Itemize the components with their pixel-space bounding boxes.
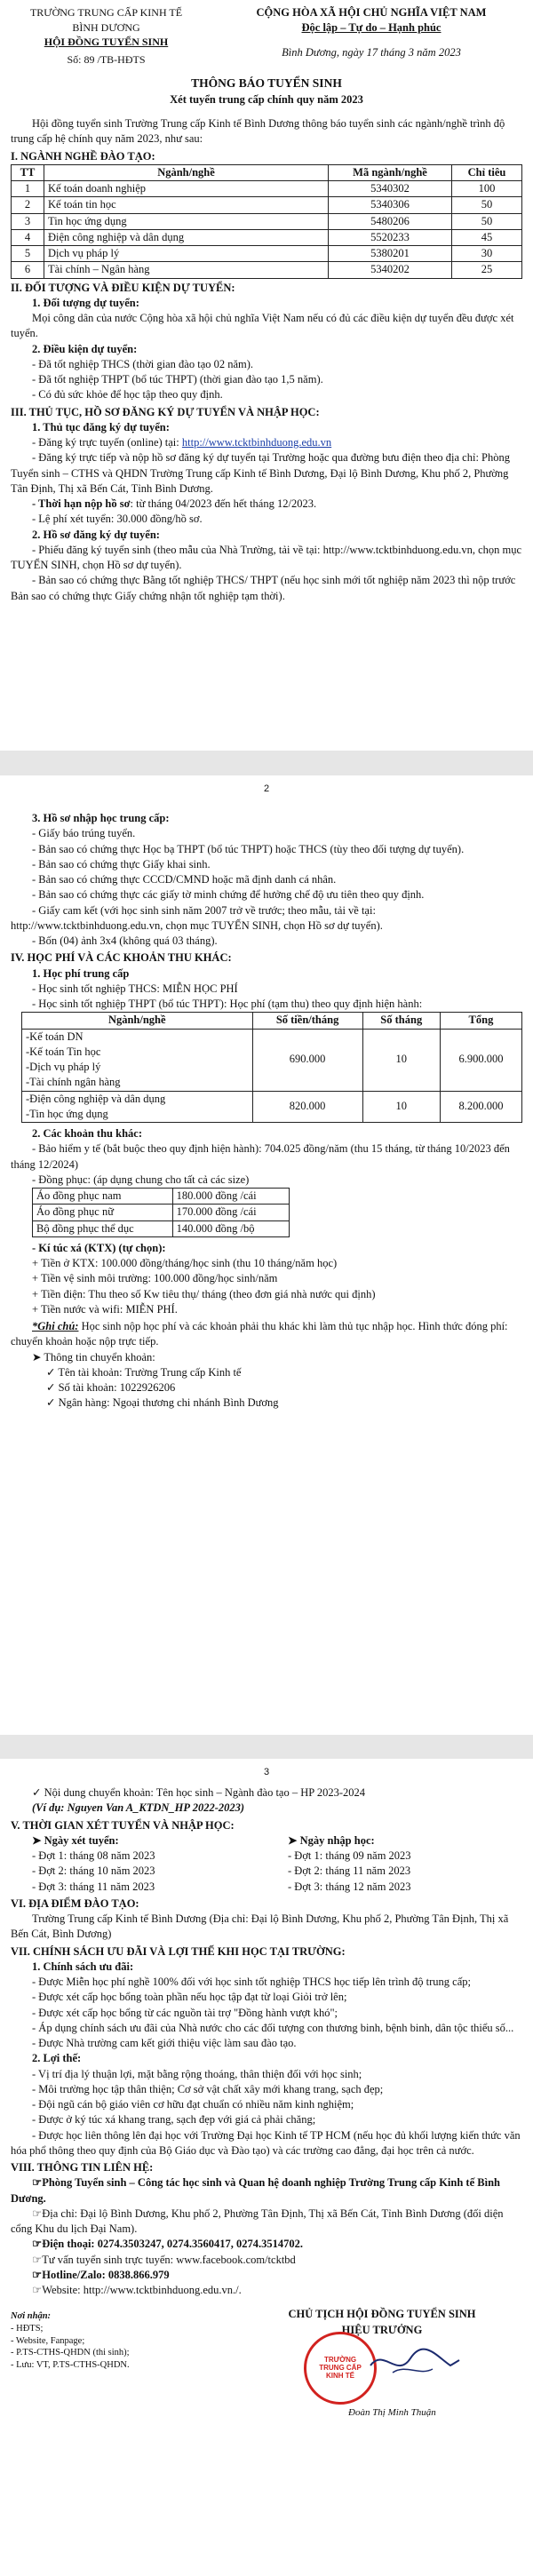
hand-pointer-icon: ☞ bbox=[32, 2268, 43, 2281]
table-cell: 100 bbox=[452, 181, 522, 197]
s3-3-c: - Bản sao có chứng thực Giấy khai sinh. bbox=[32, 857, 211, 871]
s4-2-a: - Bảo hiểm y tế (bắt buộc theo quy định hiện hành): 704.025 đồng/năm (thu 15 tháng, từ tháng 10/2023 đến tháng 12/2024) bbox=[11, 1142, 510, 1171]
table-row bbox=[12, 246, 522, 262]
table-row bbox=[12, 262, 522, 278]
contact-address-text: Địa chỉ: Đại lộ Bình Dương, Khu phố 2, Phường Tân Định, Thị xã Bến Cát, Tỉnh Bình Dương (đối diện cổng Khu du lịch Đại Nam). bbox=[11, 2206, 504, 2235]
s4-2-g: + Tiền nước và wifi: MIỄN PHÍ. bbox=[32, 1302, 178, 1316]
contact-address bbox=[11, 2206, 522, 2238]
document-header bbox=[11, 5, 522, 67]
table-cell: 1 bbox=[12, 181, 44, 197]
hand-pointer-icon: ☞ bbox=[32, 2253, 43, 2266]
intro-paragraph: Hội đồng tuyển sinh Trường Trung cấp Kinh tế Bình Dương thông báo tuyển sinh các ngành/nghề trình độ trung cấp hệ chính quy năm 2023, như sau: bbox=[11, 117, 505, 146]
contact-office bbox=[11, 2175, 522, 2206]
section-6-heading: VI. ĐỊA ĐIỂM ĐÀO TẠO: bbox=[11, 1896, 139, 1910]
fee-majors-cell bbox=[22, 1029, 253, 1091]
admission-dates-list bbox=[32, 1849, 266, 1895]
notice-subtitle: Xét tuyển trung cấp chính quy năm 2023 bbox=[170, 92, 363, 106]
table-cell: 6.900.000 bbox=[440, 1029, 521, 1091]
table-cell: 10 bbox=[362, 1091, 440, 1123]
fees-header-cell: Số tháng bbox=[362, 1013, 440, 1029]
s3-3-b: - Bản sao có chứng thực Học bạ THPT (bổ túc THPT) hoặc THCS (tùy theo đối tượng dự tuyển). bbox=[32, 842, 465, 855]
table-row bbox=[12, 197, 522, 213]
org-line2: BÌNH DƯƠNG bbox=[72, 20, 140, 34]
s3-3-g: - Bốn (04) ảnh 3x4 (không quá 03 tháng). bbox=[32, 934, 218, 947]
majors-header-cell: Mã ngành/nghề bbox=[329, 164, 452, 180]
recipient-item: - HĐTS; bbox=[11, 2323, 44, 2334]
contact-office-text: Phòng Tuyển sinh – Công tác học sinh và Quan hệ doanh nghiệp Trường Trung cấp Kinh tế Bình Dương. bbox=[11, 2176, 500, 2205]
signer-title2: HIỆU TRƯỞNG bbox=[341, 2323, 423, 2336]
table-cell: 5340302 bbox=[329, 181, 452, 197]
s4-2-e: + Tiền vệ sinh môi trường: 100.000 đồng/học sinh/năm bbox=[32, 1272, 278, 1285]
fees-table bbox=[21, 1012, 522, 1123]
list-item: - Môi trường học tập thân thiện; Cơ sở vật chất xây mới khang trang, sạch đẹp; bbox=[32, 2082, 384, 2095]
list-item: - Được xét cấp học bổng toàn phần nếu học tập đạt từ loại Giỏi trở lên; bbox=[32, 1991, 347, 2004]
table-cell: 8.200.000 bbox=[440, 1091, 521, 1123]
enroll-date-item: - Đợt 3: tháng 12 năm 2023 bbox=[288, 1880, 411, 1893]
fees-header-cell: Số tiền/tháng bbox=[252, 1013, 362, 1029]
fee-major-item: -Điện công nghiệp và dân dụng bbox=[26, 1092, 166, 1105]
signer-title1: CHỦ TỊCH HỘI ĐỒNG TUYỂN SINH bbox=[288, 2308, 476, 2321]
s4-1-a: - Học sinh tốt nghiệp THCS: MIỄN HỌC PHÍ bbox=[32, 982, 238, 995]
table-row bbox=[33, 1205, 290, 1220]
admission-date-item: - Đợt 1: tháng 08 năm 2023 bbox=[32, 1849, 155, 1862]
fee-majors-cell bbox=[22, 1091, 253, 1123]
check-bullet-icon: ✓ bbox=[46, 1365, 59, 1379]
table-cell: Bộ đồng phục thể dục bbox=[33, 1220, 173, 1236]
s3-1-b: - Đăng ký trực tiếp và nộp hồ sơ đăng ký dự tuyển tại Trường hoặc qua đường bưu điện theo địa chỉ: Phòng Tuyển sinh – CTHS và QHDN Trường Trung cấp Kinh tế Bình Dương, Đại lộ Bình Dương, Khu phố 2, Phường Tân Định, Thị xã Bến Cát, Tỉnh Bình Dương. bbox=[11, 451, 511, 495]
table-cell: 3 bbox=[12, 213, 44, 229]
page-3 bbox=[0, 1759, 533, 2576]
majors-header-cell: Chỉ tiêu bbox=[452, 164, 522, 180]
arrow-right-icon: ➤ bbox=[32, 1350, 42, 1364]
enroll-date-item: - Đợt 2: tháng 11 năm 2023 bbox=[288, 1864, 411, 1878]
s2-2-heading: 2. Điều kiện dự tuyển: bbox=[32, 342, 138, 355]
check-bullet-icon: ✓ bbox=[32, 1786, 42, 1799]
org-line3: HỘI ĐỒNG TUYỂN SINH bbox=[44, 36, 169, 49]
org-block bbox=[11, 5, 202, 67]
table-cell: 5520233 bbox=[329, 229, 452, 245]
contact-facebook bbox=[11, 2253, 522, 2268]
national-motto: Độc lập – Tự do – Hạnh phúc bbox=[301, 21, 442, 35]
s3-1-c bbox=[11, 497, 522, 512]
uniform-table bbox=[32, 1188, 290, 1237]
page-number-2: 2 bbox=[263, 783, 270, 794]
list-item: - Được xét cấp học bổng từ các nguồn tài trợ "Đồng hành vượt khó"; bbox=[32, 2006, 338, 2019]
bank-info-text: Số tài khoản: 1022926206 bbox=[58, 1381, 176, 1394]
signer-block bbox=[242, 2307, 522, 2338]
contact-hotline-text: Hotline/Zalo: 0838.866.979 bbox=[42, 2268, 170, 2281]
s2-2-a: - Đã tốt nghiệp THCS (thời gian đào tạo 02 năm). bbox=[32, 357, 254, 370]
document-number: Số: 89 /TB-HĐTS bbox=[67, 52, 146, 66]
list-item: - Được Nhà trường cam kết giới thiệu việc làm sau đào tạo. bbox=[32, 2037, 297, 2049]
admission-date-item: - Đợt 3: tháng 11 năm 2023 bbox=[32, 1880, 155, 1893]
contact-hotline bbox=[11, 2268, 522, 2283]
s3-1-c-label: - Thời hạn nộp hồ sơ bbox=[32, 497, 131, 511]
table-cell: 5340202 bbox=[329, 262, 452, 278]
section-3-heading: III. THỦ TỤC, HỒ SƠ ĐĂNG KÝ DỰ TUYỂN VÀ NHẬP HỌC: bbox=[11, 405, 320, 418]
bank-info-item bbox=[46, 1395, 522, 1411]
fee-major-item: -Tài chính ngân hàng bbox=[26, 1076, 121, 1089]
website-link[interactable]: http://www.tcktbinhduong.edu.vn bbox=[181, 436, 332, 449]
table-cell: 5480206 bbox=[329, 213, 452, 229]
hand-pointer-icon: ☞ bbox=[32, 2176, 43, 2190]
page-2-content bbox=[11, 811, 522, 1411]
s3-1-heading: 1. Thủ tục đăng ký dự tuyển: bbox=[32, 420, 170, 433]
table-cell: Tin học ứng dụng bbox=[44, 213, 329, 229]
arrow-right-icon: ➤ bbox=[32, 1833, 42, 1847]
signature-area bbox=[11, 2307, 522, 2440]
s3-2-heading: 2. Hồ sơ đăng ký dự tuyển: bbox=[32, 528, 160, 541]
table-cell: 6 bbox=[12, 262, 44, 278]
s4-1-heading: 1. Học phí trung cấp bbox=[32, 966, 130, 980]
table-cell: 820.000 bbox=[252, 1091, 362, 1123]
section-8-heading: VIII. THÔNG TIN LIÊN HỆ: bbox=[11, 2161, 154, 2174]
page-2 bbox=[0, 775, 533, 1735]
recipient-item: - P.TS-CTHS-QHDN (thi sinh); bbox=[11, 2348, 130, 2358]
s4-2-d: + Tiền ở KTX: 100.000 đồng/tháng/học sinh (thu 10 tháng/năm học) bbox=[32, 1257, 338, 1269]
fees-table-body bbox=[22, 1029, 522, 1123]
bank-title-row bbox=[11, 1350, 522, 1365]
s3-2-b: - Bản sao có chứng thực Bằng tốt nghiệp THCS/ THPT (nếu học sinh mới tốt nghiệp năm 2023 thì nộp trước Bản sao có chứng thực Giấy chứng nhận tốt nghiệp tạm thời). bbox=[11, 574, 516, 602]
section-5-heading: V. THỜI GIAN XÉT TUYỂN VÀ NHẬP HỌC: bbox=[11, 1818, 235, 1832]
section-4-heading: IV. HỌC PHÍ VÀ CÁC KHOẢN THU KHÁC: bbox=[11, 951, 232, 965]
page-1 bbox=[0, 0, 533, 751]
table-row bbox=[12, 213, 522, 229]
fee-note bbox=[11, 1319, 522, 1350]
fees-header-cell: Ngành/nghề bbox=[22, 1013, 253, 1029]
hand-pointer-icon: ☞ bbox=[32, 2238, 43, 2251]
fee-major-item: -Dịch vụ pháp lý bbox=[26, 1061, 101, 1073]
s4-1-b: - Học sinh tốt nghiệp THPT (bổ túc THPT): Học phí (tạm thu) theo quy định hiện hành: bbox=[32, 998, 423, 1010]
table-cell: 5380201 bbox=[329, 246, 452, 262]
s3-1-a-prefix: - Đăng ký trực tuyến (online) tại: bbox=[32, 436, 182, 449]
s3-3-f: - Giấy cam kết (với học sinh sinh năm 2007 trở về trước; theo mẫu, tải về tại: http://www.tcktbinhduong.edu.vn, chọn mục TUYỂN SINH, chọn Hồ sơ dự tuyển). bbox=[11, 903, 383, 932]
s2-1-text: Mọi công dân của nước Cộng hòa xã hội chủ nghĩa Việt Nam nếu có đủ các điều kiện dự tuyển đều được xét tuyển. bbox=[11, 312, 514, 340]
signer-name: Đoàn Thị Minh Thuận bbox=[348, 2407, 436, 2419]
section-1-heading: I. NGÀNH NGHỀ ĐÀO TẠO: bbox=[11, 149, 155, 163]
enroll-date-item: - Đợt 1: tháng 09 năm 2023 bbox=[288, 1849, 411, 1862]
hand-pointer-icon: ☞ bbox=[32, 2206, 43, 2220]
bank-info-text: Tên tài khoản: Trường Trung cấp Kinh tế bbox=[58, 1365, 242, 1379]
check-bullet-icon: ✓ bbox=[46, 1381, 59, 1394]
list-item: - Áp dụng chính sách ưu đãi của Nhà nước cho các đối tượng con thương binh, bệnh binh, dân tộc thiểu số... bbox=[32, 2021, 514, 2034]
admission-dates-title-row bbox=[32, 1833, 266, 1849]
table-row bbox=[12, 229, 522, 245]
table-cell: Dịch vụ pháp lý bbox=[44, 246, 329, 262]
bank-title: Thông tin chuyển khoản: bbox=[44, 1350, 155, 1364]
contact-facebook-text[interactable]: Tư vấn tuyển sinh trực tuyến: www.facebook.com/tcktbd bbox=[42, 2253, 296, 2266]
table-cell: 30 bbox=[452, 246, 522, 262]
org-line1: TRƯỜNG TRUNG CẤP KINH TẾ bbox=[29, 6, 183, 19]
s2-2-b: - Đã tốt nghiệp THPT (bổ túc THPT) (thời gian đào tạo 1,5 năm). bbox=[32, 373, 323, 386]
enroll-dates-title: Ngày nhập học: bbox=[299, 1833, 375, 1847]
s3-3-heading: 3. Hồ sơ nhập học trung cấp: bbox=[32, 812, 170, 824]
table-cell: 5 bbox=[12, 246, 44, 262]
s4-2-c: - Kí túc xá (KTX) (tự chọn): bbox=[32, 1241, 166, 1254]
section-2-heading: II. ĐỐI TƯỢNG VÀ ĐIỀU KIỆN DỰ TUYỂN: bbox=[11, 281, 235, 294]
s3-1-d: - Lệ phí xét tuyển: 30.000 đồng/hồ sơ. bbox=[32, 513, 203, 526]
sec6-text: Trường Trung cấp Kinh tế Bình Dương (Địa chỉ: Đại lộ Bình Dương, Khu phố 2, Phường Tân Định, Thị xã Bến Cát, Bình Dương) bbox=[11, 1912, 509, 1941]
table-cell: 690.000 bbox=[252, 1029, 362, 1091]
table-cell: 2 bbox=[12, 197, 44, 213]
table-cell: 140.000 đồng /bộ bbox=[172, 1220, 289, 1236]
list-item: - Vị trí địa lý thuận lợi, mặt bằng rộng thoáng, thân thiện đối với học sinh; bbox=[32, 2067, 362, 2080]
table-cell: Tài chính – Ngân hàng bbox=[44, 262, 329, 278]
recipient-item: - Website, Fanpage; bbox=[11, 2335, 85, 2346]
table-cell: 50 bbox=[452, 197, 522, 213]
s4-2-heading: 2. Các khoản thu khác: bbox=[32, 1127, 142, 1140]
enroll-dates-column bbox=[266, 1833, 522, 1895]
admission-date-item: - Đợt 2: tháng 10 năm 2023 bbox=[32, 1864, 155, 1878]
check-bullet-icon: ✓ bbox=[46, 1396, 59, 1410]
s3-1-c-text: : từ tháng 04/2023 đến hết tháng 12/2023. bbox=[130, 497, 317, 511]
country-name: CỘNG HÒA XÃ HỘI CHỦ NGHĨA VIỆT NAM bbox=[256, 6, 487, 19]
table-cell: 5340306 bbox=[329, 197, 452, 213]
bank-info-list bbox=[11, 1365, 522, 1411]
s7-2-heading: 2. Lợi thế: bbox=[32, 2052, 82, 2065]
majors-table-body bbox=[12, 181, 522, 279]
table-cell: Kế toán tin học bbox=[44, 197, 329, 213]
recipients-list bbox=[11, 2323, 130, 2372]
bank-info-item bbox=[46, 1365, 522, 1380]
recipient-item: - Lưu: VT, P.TS-CTHS-QHDN. bbox=[11, 2359, 130, 2370]
advantage-list bbox=[11, 2067, 522, 2159]
bank-content-row bbox=[11, 1785, 522, 1801]
contact-website bbox=[11, 2283, 522, 2298]
list-item: - Được học liên thông lên đại học với Trường Đại học Kinh tế TP HCM (nếu học đủ khối lượng kiến thức văn hóa phổ thông theo quy định của Bộ Giáo dục và Đào tạo) và các trường cao đẳng, đại học trên cả nước. bbox=[11, 2128, 521, 2157]
fees-table-header bbox=[22, 1013, 522, 1029]
national-block bbox=[220, 5, 522, 60]
fees-header-cell: Tổng bbox=[440, 1013, 521, 1029]
notice-title: THÔNG BÁO TUYỂN SINH bbox=[191, 76, 342, 91]
table-row bbox=[33, 1220, 290, 1236]
list-item: - Đội ngũ cán bộ giáo viên cơ hữu đạt chuẩn có nhiều năm kinh nghiệm; bbox=[32, 2098, 354, 2111]
contact-phone-text: Điện thoại: 0274.3503247, 0274.3560417, 0274.3514702. bbox=[42, 2238, 303, 2251]
table-cell: Áo đồng phục nữ bbox=[33, 1205, 173, 1220]
uniform-table-body bbox=[33, 1189, 290, 1237]
list-item: - Được ở ký túc xá khang trang, sạch đẹp với giá cả phải chăng; bbox=[32, 2113, 316, 2127]
page-3-content bbox=[11, 1785, 522, 2440]
s3-3-a: - Giấy báo trúng tuyển. bbox=[32, 827, 136, 840]
s3-2-a: - Phiếu đăng ký tuyển sinh (theo mẫu của Nhà Trường, tải về tại: http://www.tcktbinhduong.edu.vn, chọn mục TUYỂN SINH, chọn Hồ sơ dự tuyển). bbox=[11, 543, 522, 572]
fee-major-item: -Kế toán DN bbox=[26, 1030, 84, 1043]
bank-example: (Ví dụ: Nguyen Van A_KTDN_HP 2022-2023) bbox=[32, 1801, 245, 1815]
s4-2-f: + Tiền điện: Thu theo số Kw tiêu thụ/ tháng (theo đơn giá nhà nước qui định) bbox=[32, 1287, 376, 1300]
arrow-right-icon: ➤ bbox=[288, 1833, 298, 1847]
contact-website-text[interactable]: Website: http://www.tcktbinhduong.edu.vn./. bbox=[42, 2284, 242, 2296]
table-cell: 25 bbox=[452, 262, 522, 278]
section-7-heading: VII. CHÍNH SÁCH ƯU ĐÃI VÀ LỢI THẾ KHI HỌC TẠI TRƯỜNG: bbox=[11, 1944, 346, 1958]
table-cell: 45 bbox=[452, 229, 522, 245]
table-cell: 10 bbox=[362, 1029, 440, 1091]
majors-header-cell: TT bbox=[12, 164, 44, 180]
fee-major-item: -Tin học ứng dụng bbox=[26, 1107, 108, 1120]
s3-3-d: - Bản sao có chứng thực CCCD/CMND hoặc mã định danh cá nhân. bbox=[32, 873, 337, 886]
bank-content: Nội dung chuyển khoản: Tên học sinh – Ngành đào tạo – HP 2023-2024 bbox=[44, 1786, 366, 1799]
majors-table bbox=[11, 164, 522, 279]
s3-3-e: - Bản sao có chứng thực các giấy tờ minh chứng để hưởng chế độ ưu tiên theo quy định. bbox=[32, 888, 425, 902]
enroll-dates-list bbox=[288, 1849, 522, 1895]
list-item: - Được Miễn học phí nghề 100% đối với học sinh tốt nghiệp THCS học tiếp lên trình độ trung cấp; bbox=[32, 1976, 472, 1988]
hand-pointer-icon: ☞ bbox=[32, 2284, 43, 2296]
s2-2-c: - Có đủ sức khỏe để học tập theo quy định. bbox=[32, 388, 223, 402]
table-row bbox=[22, 1091, 522, 1123]
recipients-block bbox=[11, 2310, 130, 2371]
signature-scribble bbox=[366, 2339, 464, 2383]
page-gap-1 bbox=[0, 751, 533, 775]
table-cell: 50 bbox=[452, 213, 522, 229]
seal-text: TRƯỜNG TRUNG CẤP KINH TẾ bbox=[319, 2356, 362, 2380]
dates-columns bbox=[11, 1833, 522, 1895]
policy-list bbox=[11, 1975, 522, 2051]
table-row bbox=[22, 1029, 522, 1091]
s4-2-b: - Đồng phục: (áp dụng chung cho tất cả các size) bbox=[32, 1173, 250, 1186]
bank-info-text: Ngân hàng: Ngoại thương chi nhánh Bình Dương bbox=[58, 1396, 279, 1410]
s2-1-heading: 1. Đối tượng dự tuyển: bbox=[32, 296, 139, 309]
table-row bbox=[33, 1189, 290, 1205]
page-1-content bbox=[11, 5, 522, 604]
document-date: Bình Dương, ngày 17 tháng 3 năm 2023 bbox=[282, 45, 461, 59]
page-gap-2 bbox=[0, 1735, 533, 1759]
fee-note-label: *Ghi chú: bbox=[32, 1320, 79, 1332]
table-cell: 170.000 đồng /cái bbox=[172, 1205, 289, 1220]
majors-table-header bbox=[12, 164, 522, 180]
admission-dates-title: Ngày xét tuyển: bbox=[44, 1833, 119, 1847]
fee-major-item: -Kế toán Tin học bbox=[26, 1045, 101, 1058]
enroll-dates-title-row bbox=[288, 1833, 522, 1849]
table-cell: 180.000 đồng /cái bbox=[172, 1189, 289, 1205]
s3-1-a bbox=[11, 435, 522, 450]
table-cell: Kế toán doanh nghiệp bbox=[44, 181, 329, 197]
admission-dates-column bbox=[11, 1833, 266, 1895]
page-number-3: 3 bbox=[263, 1767, 270, 1777]
table-row bbox=[12, 181, 522, 197]
bank-info-item bbox=[46, 1380, 522, 1395]
majors-header-cell: Ngành/nghề bbox=[44, 164, 329, 180]
recipients-title: Nơi nhận: bbox=[11, 2311, 52, 2322]
s7-1-heading: 1. Chính sách ưu đãi: bbox=[32, 1960, 134, 1973]
table-cell: Điện công nghiệp và dân dụng bbox=[44, 229, 329, 245]
table-cell: 4 bbox=[12, 229, 44, 245]
contact-phone bbox=[11, 2237, 522, 2252]
table-cell: Áo đồng phục nam bbox=[33, 1189, 173, 1205]
fee-note-text: Học sinh nộp học phí và các khoản phải thu khác khi làm thủ tục nhập học. Hình thức đóng phí: chuyển khoản hoặc nộp trực tiếp. bbox=[11, 1320, 508, 1348]
